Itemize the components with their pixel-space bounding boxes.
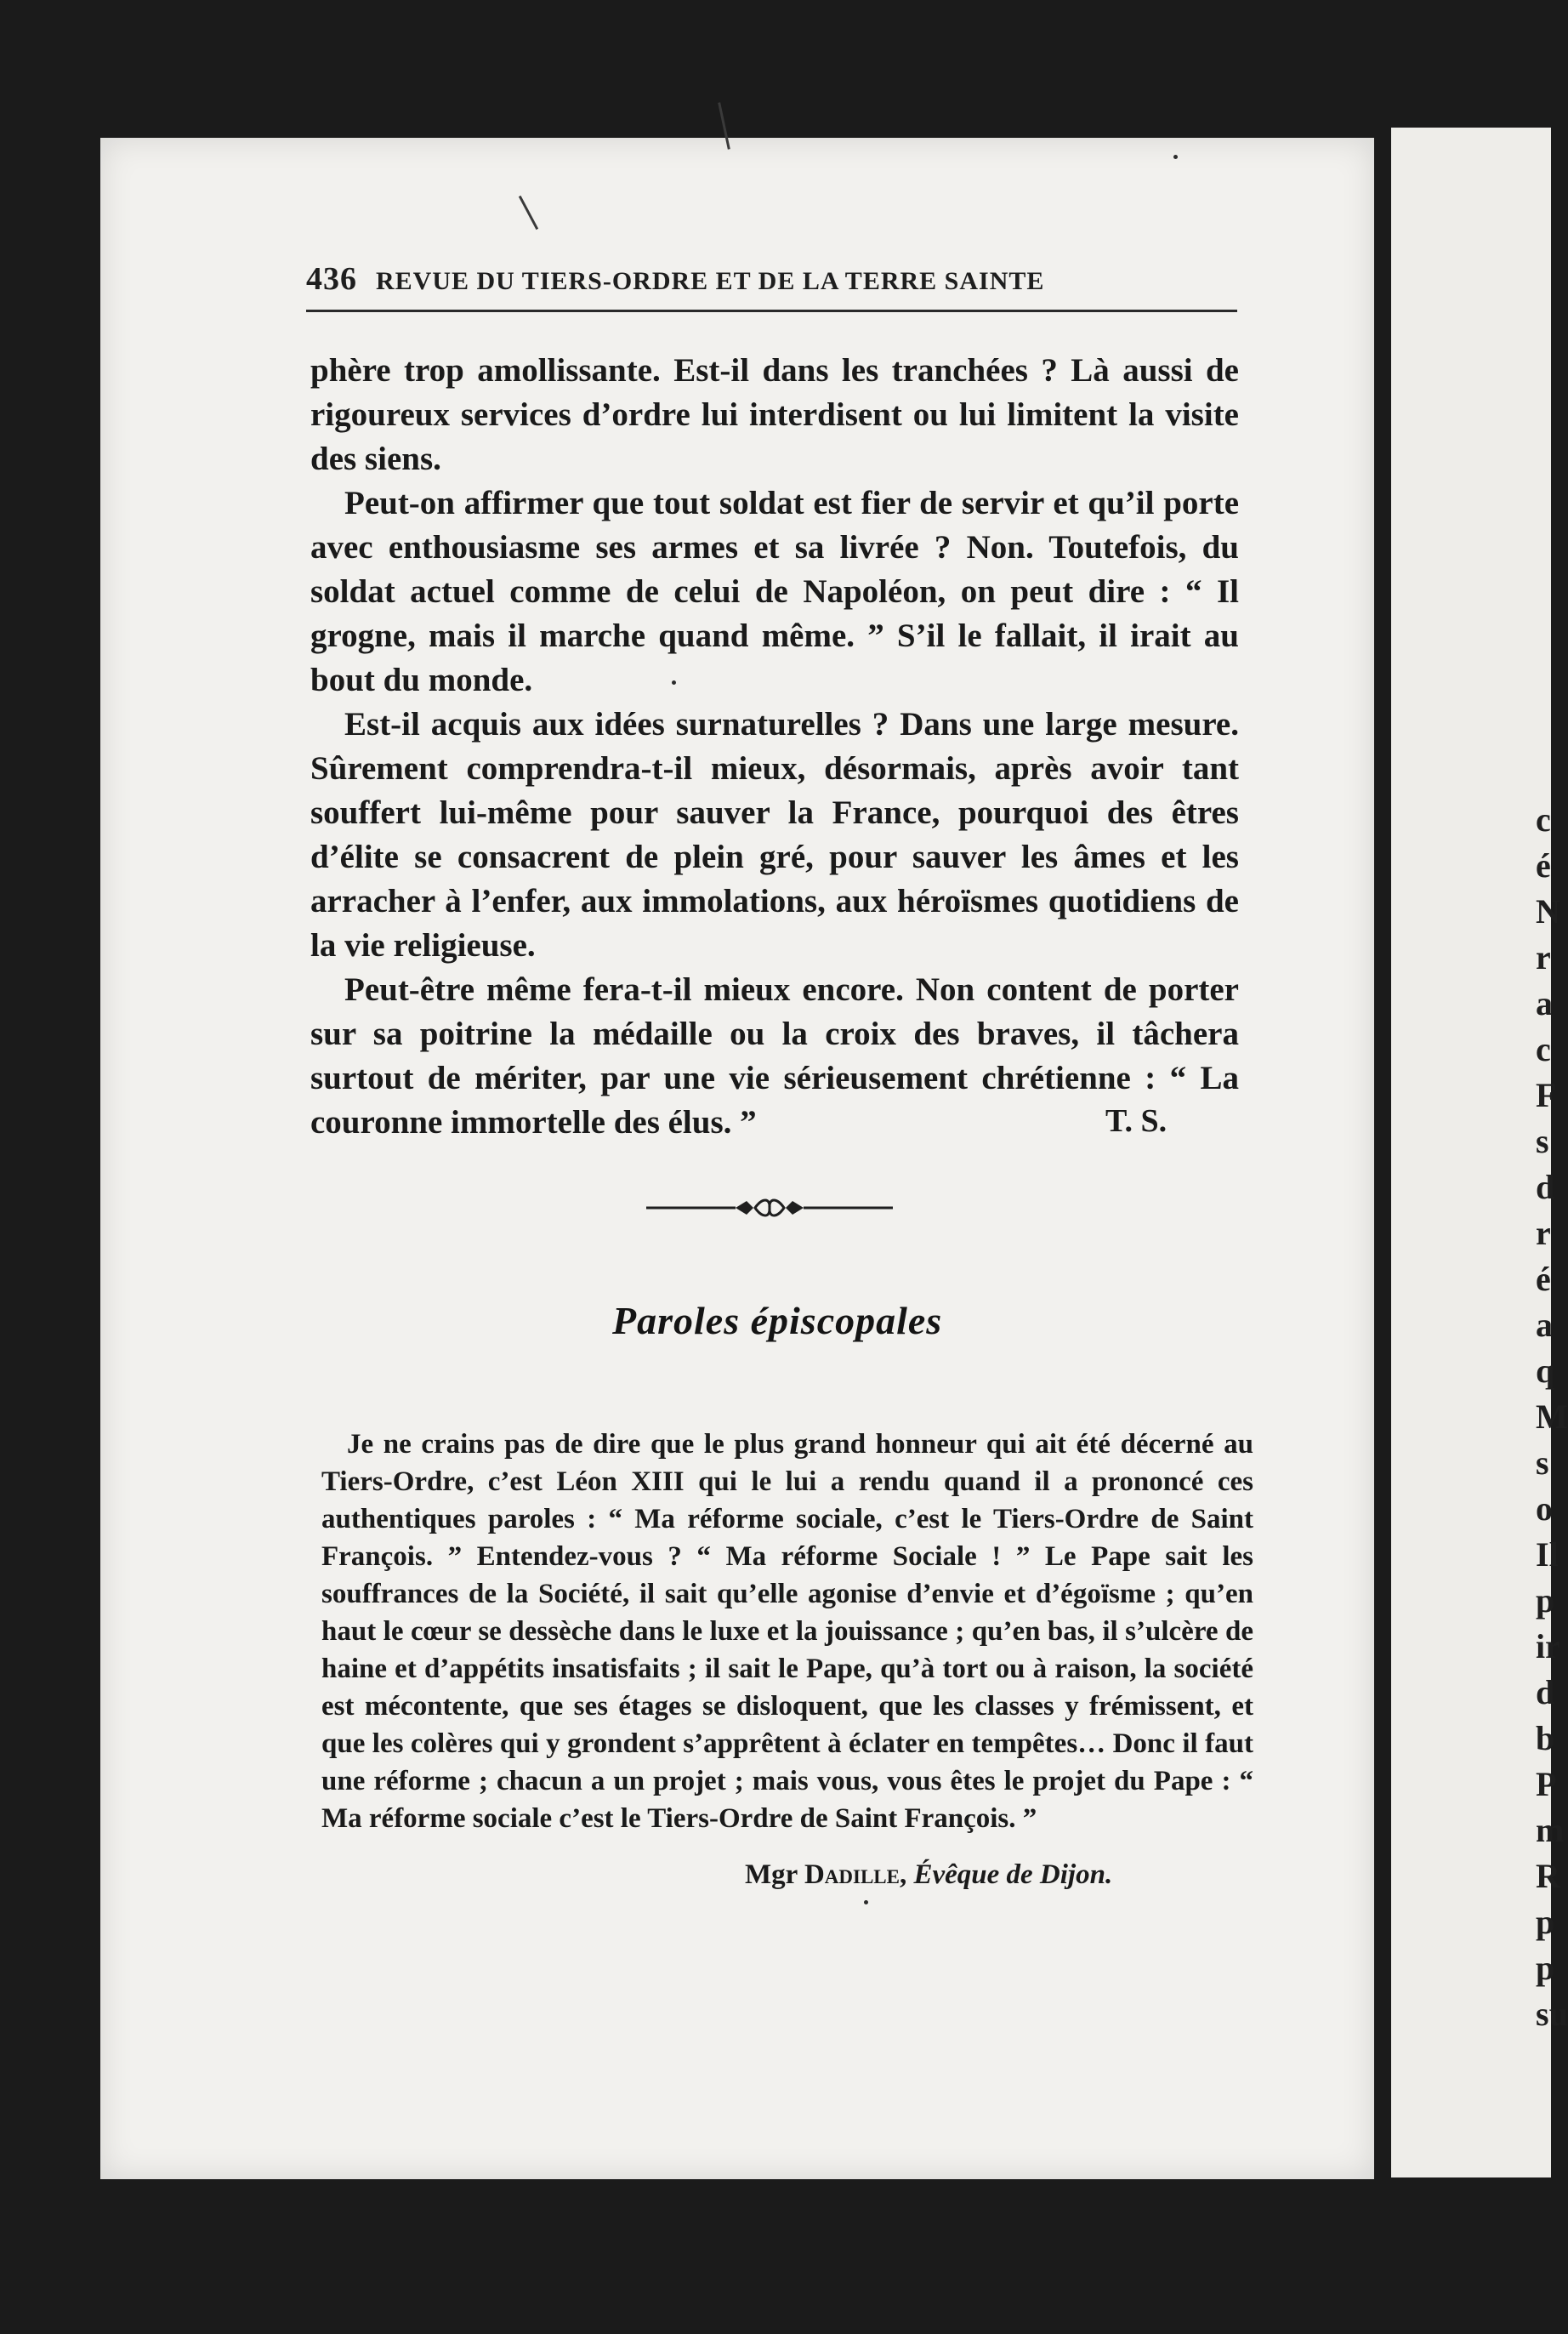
adjacent-page-letter: a [1536, 984, 1553, 1022]
attribution-name: Dadille, [804, 1859, 907, 1890]
adjacent-page-letter: é [1536, 846, 1551, 885]
adjacent-page-letter: o [1536, 1489, 1553, 1528]
scan-speck [864, 1900, 868, 1904]
adjacent-page-letter: a [1536, 1306, 1553, 1344]
scan-speck [672, 680, 676, 685]
adjacent-page-letter: M [1536, 1398, 1568, 1436]
adjacent-page-letter: é [1536, 1260, 1551, 1298]
adjacent-page-letter: s [1536, 1443, 1549, 1482]
paragraph: Est-il acquis aux idées surnaturelles ? Dans une large mesure. Sûrement comprendra-t-il mieux, désormais, après avoir tant souffert lui-même pour sauver la France, pourquoi des êtres d’élite se consacrent de plein gré, pour sauver les âmes et les arracher à l’enfer, aux immolations, aux héroïsmes quotidiens de la vie religieuse. [310, 706, 1239, 964]
adjacent-page-letter: s [1536, 1122, 1549, 1160]
adjacent-page-letter: q [1536, 1352, 1555, 1390]
quote-attribution [745, 1859, 1112, 1891]
header-rule [306, 310, 1237, 312]
adjacent-page-letter: b [1536, 1719, 1555, 1757]
paragraph: Peut-on affirmer que tout soldat est fier de servir et qu’il porte avec enthousiasme ses armes et sa livrée ? Non. Toutefois, du soldat actuel comme de celui de Napoléon, on peut dire : “ Il grogne, mais il marche quand même. ” S’il le fallait, il irait au bout du monde. [310, 485, 1239, 698]
adjacent-page-letter: ir [1536, 1627, 1560, 1665]
adjacent-page-letter: r [1536, 938, 1551, 976]
adjacent-page-letter: p [1536, 1581, 1555, 1620]
episcopal-quote: Je ne crains pas de dire que le plus grand honneur qui ait été décerné au Tiers-Ordre, c’est Léon XIII qui le lui a rendu quand il a prononcé ces authentiques paroles : “ Ma réforme sociale, c’est le Tiers-Ordre de Saint François. ” Entendez-vous ? “ Ma réforme Sociale ! ” Le Pape sait les souffrances de la Société, il sait qu’elle agonise d’envie et d’égoïsme ; qu’en haut le cœur se dessèche dans le luxe et la jouissance ; qu’en bas, il s’ulcère de haine et d’appétits insatisfaits ; il sait le Pape, qu’à tort ou à raison, la société est mécontente, que ses étages se disloquent, que les classes y frémissent, et que les colères qui y grondent s’apprêtent à éclater en tempêtes… Donc il faut une réforme ; chacun a un projet ; mais vous, vous êtes le projet du Pape : “ Ma réforme sociale c’est le Tiers-Ordre de Saint François. ” [321, 1429, 1253, 1834]
adjacent-page-edge [1391, 128, 1568, 2177]
scan-speck [1173, 155, 1178, 159]
adjacent-page-letter: F [1536, 1076, 1557, 1114]
adjacent-page-letter: m [1536, 1811, 1565, 1849]
article-signature: T. S. [1105, 1103, 1167, 1139]
running-title: REVUE DU TIERS-ORDRE ET DE LA TERRE SAINTE [376, 267, 1045, 295]
running-header [306, 260, 1241, 305]
adjacent-page-letter: R [1536, 1857, 1560, 1895]
adjacent-page-letter: p [1536, 1903, 1555, 1941]
adjacent-page-letter: su [1536, 1995, 1568, 2033]
paragraph: Peut-être même fera-t-il mieux encore. Non content de porter sur sa poitrine la médaille ou la croix des braves, il tâchera surtout de mériter, par une vie sérieusement chrétienne : “ La couronne immortelle des élus. ” [310, 971, 1239, 1141]
article-body [310, 349, 1239, 1145]
attribution-title: Évêque de Dijon. [913, 1859, 1113, 1890]
adjacent-page-letter: d [1536, 1673, 1555, 1711]
ornament-divider [646, 1191, 893, 1225]
adjacent-page-letter: c [1536, 800, 1551, 839]
adjacent-page-letter: Il [1536, 1535, 1559, 1574]
adjacent-page-letter: d [1536, 1168, 1555, 1206]
section-title: Paroles épiscopales [612, 1299, 943, 1342]
attribution-prefix: Mgr [745, 1859, 798, 1890]
adjacent-page-letter: r [1536, 1214, 1551, 1252]
adjacent-page-letter: P [1536, 1765, 1557, 1803]
adjacent-page-letter: N [1536, 892, 1560, 931]
paragraph: phère trop amollissante. Est-il dans les tranchées ? Là aussi de rigoureux services d’ordre lui interdisent ou lui limitent la visite des siens. [310, 352, 1239, 477]
adjacent-page-letter: p [1536, 1949, 1555, 1987]
page-number: 436 [306, 261, 357, 297]
adjacent-page-letter: c [1536, 1030, 1551, 1068]
